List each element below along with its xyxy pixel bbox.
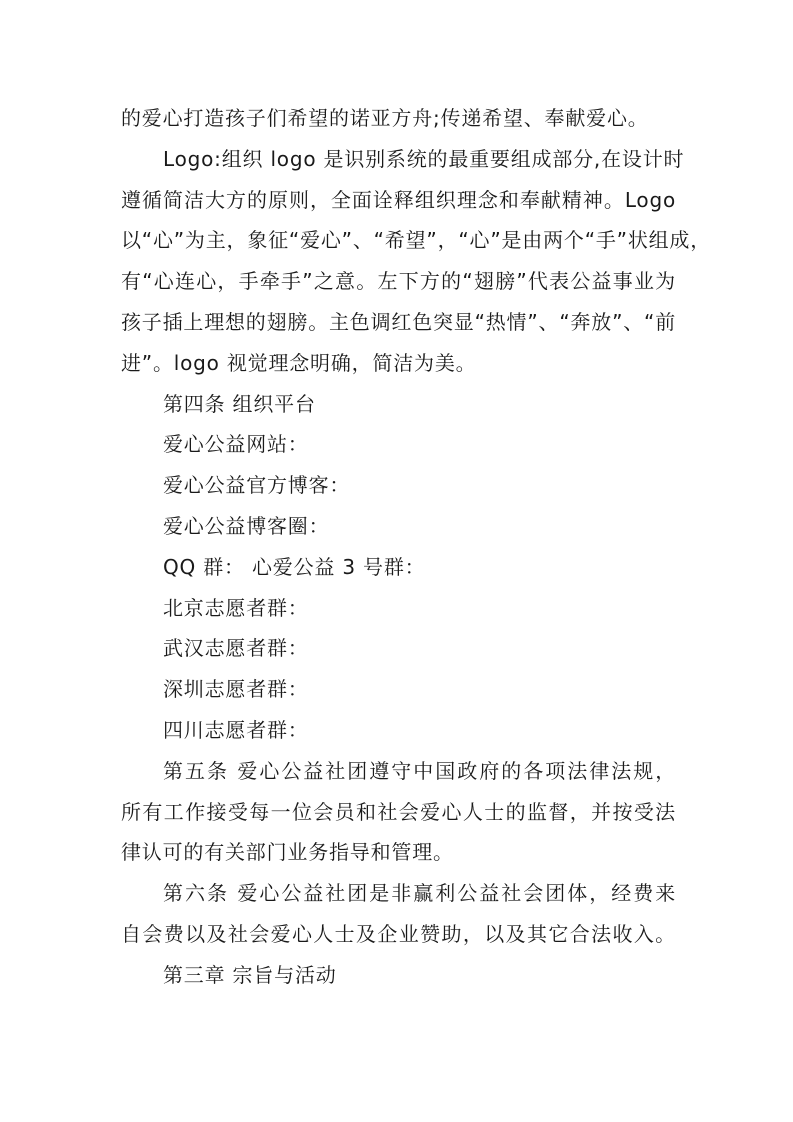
text-line: 武汉志愿者群：	[163, 636, 309, 661]
text-line: 有“心连心，手牵手”之意。左下方的“翅膀”代表公益事业为	[121, 269, 676, 294]
text-line: Logo:组织 logo 是识别系统的最重要组成部分,在设计时	[163, 146, 685, 171]
text-line: 爱心公益博客圈：	[163, 513, 330, 538]
text-line: 北京志愿者群：	[163, 595, 309, 620]
text-line: 进”。logo 视觉理念明确，简洁为美。	[121, 350, 477, 375]
text-line: 第五条 爱心公益社团遵守中国政府的各项法律法规，	[163, 758, 676, 783]
text-line: 四川志愿者群：	[163, 717, 309, 742]
text-line: 爱心公益官方博客：	[163, 473, 351, 498]
document-body	[121, 98, 712, 996]
text-line: 自会费以及社会爱心人士及企业赞助，以及其它合法收入。	[121, 921, 676, 946]
text-line: 深圳志愿者群：	[163, 677, 309, 702]
text-line: 所有工作接受每一位会员和社会爱心人士的监督，并按受法	[121, 799, 676, 824]
text-line: 遵循简洁大方的原则，全面诠释组织理念和奉献精神。Logo	[121, 187, 676, 212]
text-line: 第三章 宗旨与活动	[163, 962, 337, 987]
text-line: 第六条 爱心公益社团是非赢利公益社会团体，经费来	[163, 881, 676, 906]
text-line: 爱心公益网站：	[163, 432, 309, 457]
text-line: 以“心”为主，象征“爱心”、“希望”，“心”是由两个“手”状组成，	[121, 228, 712, 253]
text-line: 孩子插上理想的翅膀。主色调红色突显“热情”、“奔放”、“前	[121, 309, 677, 334]
text-line: 的爱心打造孩子们希望的诺亚方舟;传递希望、奉献爱心。	[121, 106, 649, 130]
text-line: 第四条 组织平台	[163, 391, 316, 416]
text-line: 律认可的有关部门业务指导和管理。	[121, 840, 454, 865]
text-line: QQ 群： 心爱公益 3 号群：	[163, 554, 426, 579]
